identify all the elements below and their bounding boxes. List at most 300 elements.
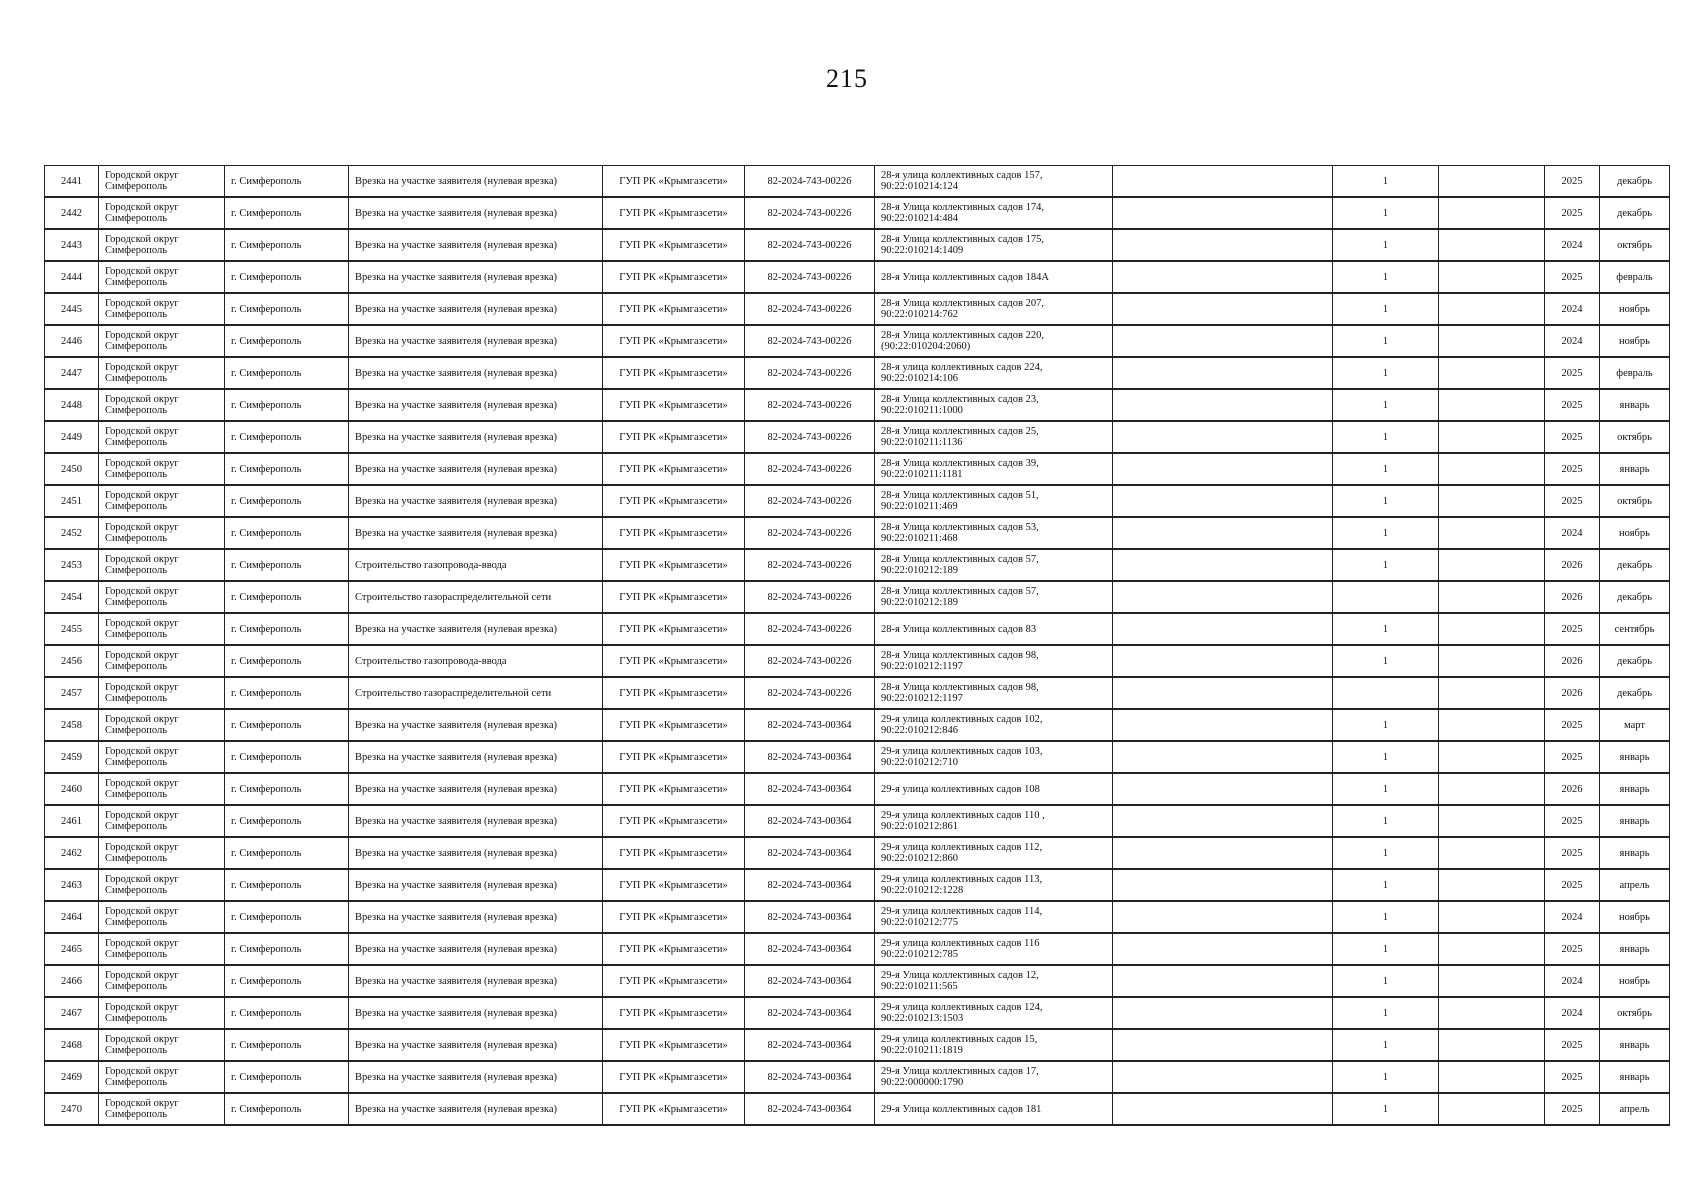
work-type-cell: Врезка на участке заявителя (нулевая врезка) [349, 357, 603, 389]
year-cell: 2025 [1545, 837, 1600, 869]
quantity-cell: 1 [1333, 805, 1439, 837]
month-cell: ноябрь [1600, 901, 1670, 933]
empty-cell [1113, 357, 1333, 389]
empty-cell [1439, 965, 1545, 997]
organization-cell: ГУП РК «Крымгазсети» [603, 997, 745, 1029]
work-type-cell: Врезка на участке заявителя (нулевая врезка) [349, 261, 603, 293]
row-number-cell: 2469 [45, 1061, 99, 1093]
organization-cell: ГУП РК «Крымгазсети» [603, 357, 745, 389]
organization-cell: ГУП РК «Крымгазсети» [603, 517, 745, 549]
year-cell: 2024 [1545, 229, 1600, 261]
project-number-cell: 82-2024-743-00226 [745, 229, 875, 261]
work-type-cell: Врезка на участке заявителя (нулевая врезка) [349, 965, 603, 997]
district-cell: Городской округ Симферополь [99, 933, 225, 965]
row-number-cell: 2465 [45, 933, 99, 965]
table-row [45, 901, 1670, 933]
address-cell: 29-я улица коллективных садов 103, 90:22:010212:710 [875, 741, 1113, 773]
project-number-cell: 82-2024-743-00364 [745, 741, 875, 773]
empty-cell [1113, 677, 1333, 709]
year-cell: 2026 [1545, 581, 1600, 613]
year-cell: 2025 [1545, 933, 1600, 965]
project-number-cell: 82-2024-743-00226 [745, 613, 875, 645]
table-row [45, 166, 1670, 198]
address-cell: 28-я Улица коллективных садов 53, 90:22:010211:468 [875, 517, 1113, 549]
table-row [45, 645, 1670, 677]
work-type-cell: Врезка на участке заявителя (нулевая врезка) [349, 325, 603, 357]
year-cell: 2026 [1545, 677, 1600, 709]
project-number-cell: 82-2024-743-00364 [745, 1093, 875, 1125]
empty-cell [1113, 485, 1333, 517]
organization-cell: ГУП РК «Крымгазсети» [603, 325, 745, 357]
empty-cell [1113, 1029, 1333, 1061]
year-cell: 2025 [1545, 709, 1600, 741]
empty-cell [1113, 1061, 1333, 1093]
row-number-cell: 2456 [45, 645, 99, 677]
year-cell: 2025 [1545, 1061, 1600, 1093]
organization-cell: ГУП РК «Крымгазсети» [603, 229, 745, 261]
project-number-cell: 82-2024-743-00226 [745, 645, 875, 677]
district-cell: Городской округ Симферополь [99, 166, 225, 198]
row-number-cell: 2455 [45, 613, 99, 645]
table-row [45, 581, 1670, 613]
quantity-cell: 1 [1333, 293, 1439, 325]
project-number-cell: 82-2024-743-00226 [745, 517, 875, 549]
year-cell: 2025 [1545, 421, 1600, 453]
year-cell: 2024 [1545, 293, 1600, 325]
city-cell: г. Симферополь [225, 965, 349, 997]
address-cell: 28-я Улица коллективных садов 98, 90:22:010212:1197 [875, 677, 1113, 709]
district-cell: Городской округ Симферополь [99, 325, 225, 357]
address-cell: 28-я Улица коллективных садов 220, (90:22:010204:2060) [875, 325, 1113, 357]
quantity-cell: 1 [1333, 709, 1439, 741]
year-cell: 2024 [1545, 965, 1600, 997]
empty-cell [1113, 389, 1333, 421]
quantity-cell: 1 [1333, 389, 1439, 421]
row-number-cell: 2459 [45, 741, 99, 773]
district-cell: Городской округ Симферополь [99, 613, 225, 645]
organization-cell: ГУП РК «Крымгазсети» [603, 549, 745, 581]
table-row [45, 549, 1670, 581]
month-cell: октябрь [1600, 229, 1670, 261]
quantity-cell: 1 [1333, 549, 1439, 581]
project-number-cell: 82-2024-743-00226 [745, 261, 875, 293]
empty-cell [1113, 421, 1333, 453]
table-row [45, 325, 1670, 357]
row-number-cell: 2446 [45, 325, 99, 357]
empty-cell [1439, 549, 1545, 581]
work-type-cell: Врезка на участке заявителя (нулевая врезка) [349, 805, 603, 837]
month-cell: декабрь [1600, 549, 1670, 581]
quantity-cell: 1 [1333, 485, 1439, 517]
row-number-cell: 2454 [45, 581, 99, 613]
organization-cell: ГУП РК «Крымгазсети» [603, 1029, 745, 1061]
work-type-cell: Врезка на участке заявителя (нулевая врезка) [349, 389, 603, 421]
month-cell: январь [1600, 389, 1670, 421]
work-type-cell: Врезка на участке заявителя (нулевая врезка) [349, 1061, 603, 1093]
year-cell: 2025 [1545, 613, 1600, 645]
row-number-cell: 2453 [45, 549, 99, 581]
address-cell: 29-я улица коллективных садов 113, 90:22:010212:1228 [875, 869, 1113, 901]
table-row [45, 1029, 1670, 1061]
project-number-cell: 82-2024-743-00226 [745, 485, 875, 517]
organization-cell: ГУП РК «Крымгазсети» [603, 421, 745, 453]
table-row [45, 869, 1670, 901]
district-cell: Городской округ Симферополь [99, 805, 225, 837]
empty-cell [1113, 325, 1333, 357]
address-cell: 29-я улица коллективных садов 124, 90:22:010213:1503 [875, 997, 1113, 1029]
quantity-cell: 1 [1333, 837, 1439, 869]
empty-cell [1439, 613, 1545, 645]
project-number-cell: 82-2024-743-00364 [745, 1029, 875, 1061]
address-cell: 28-я улица коллективных садов 224, 90:22:010214:106 [875, 357, 1113, 389]
city-cell: г. Симферополь [225, 485, 349, 517]
address-cell: 29-я улица коллективных садов 15, 90:22:010211:1819 [875, 1029, 1113, 1061]
month-cell: октябрь [1600, 421, 1670, 453]
organization-cell: ГУП РК «Крымгазсети» [603, 773, 745, 805]
city-cell: г. Симферополь [225, 453, 349, 485]
row-number-cell: 2461 [45, 805, 99, 837]
quantity-cell: 1 [1333, 261, 1439, 293]
district-cell: Городской округ Симферополь [99, 1029, 225, 1061]
row-number-cell: 2466 [45, 965, 99, 997]
project-number-cell: 82-2024-743-00226 [745, 677, 875, 709]
empty-cell [1439, 1061, 1545, 1093]
district-cell: Городской округ Симферополь [99, 1093, 225, 1125]
month-cell: январь [1600, 773, 1670, 805]
district-cell: Городской округ Симферополь [99, 261, 225, 293]
project-number-cell: 82-2024-743-00364 [745, 997, 875, 1029]
table-row [45, 229, 1670, 261]
address-cell: 28-я Улица коллективных садов 98, 90:22:010212:1197 [875, 645, 1113, 677]
year-cell: 2024 [1545, 517, 1600, 549]
empty-cell [1439, 166, 1545, 198]
row-number-cell: 2452 [45, 517, 99, 549]
month-cell: октябрь [1600, 485, 1670, 517]
empty-cell [1113, 1093, 1333, 1125]
month-cell: декабрь [1600, 197, 1670, 229]
registry-body [45, 166, 1670, 1126]
work-type-cell: Врезка на участке заявителя (нулевая врезка) [349, 741, 603, 773]
empty-cell [1439, 645, 1545, 677]
row-number-cell: 2463 [45, 869, 99, 901]
month-cell: ноябрь [1600, 293, 1670, 325]
address-cell: 28-я Улица коллективных садов 23, 90:22:010211:1000 [875, 389, 1113, 421]
empty-cell [1113, 709, 1333, 741]
empty-cell [1439, 1093, 1545, 1125]
organization-cell: ГУП РК «Крымгазсети» [603, 389, 745, 421]
empty-cell [1113, 933, 1333, 965]
work-type-cell: Врезка на участке заявителя (нулевая врезка) [349, 229, 603, 261]
month-cell: апрель [1600, 869, 1670, 901]
work-type-cell: Врезка на участке заявителя (нулевая врезка) [349, 997, 603, 1029]
empty-cell [1439, 709, 1545, 741]
district-cell: Городской округ Симферополь [99, 773, 225, 805]
table-row [45, 517, 1670, 549]
organization-cell: ГУП РК «Крымгазсети» [603, 613, 745, 645]
district-cell: Городской округ Симферополь [99, 581, 225, 613]
work-type-cell: Врезка на участке заявителя (нулевая врезка) [349, 933, 603, 965]
work-type-cell: Врезка на участке заявителя (нулевая врезка) [349, 1093, 603, 1125]
row-number-cell: 2442 [45, 197, 99, 229]
month-cell: январь [1600, 1029, 1670, 1061]
empty-cell [1439, 357, 1545, 389]
empty-cell [1439, 869, 1545, 901]
district-cell: Городской округ Симферополь [99, 229, 225, 261]
empty-cell [1439, 933, 1545, 965]
project-number-cell: 82-2024-743-00364 [745, 965, 875, 997]
row-number-cell: 2462 [45, 837, 99, 869]
address-cell: 29-я улица коллективных садов 102, 90:22:010212:846 [875, 709, 1113, 741]
empty-cell [1113, 581, 1333, 613]
month-cell: ноябрь [1600, 965, 1670, 997]
organization-cell: ГУП РК «Крымгазсети» [603, 677, 745, 709]
work-type-cell: Врезка на участке заявителя (нулевая врезка) [349, 166, 603, 198]
city-cell: г. Симферополь [225, 837, 349, 869]
city-cell: г. Симферополь [225, 645, 349, 677]
work-type-cell: Врезка на участке заявителя (нулевая врезка) [349, 709, 603, 741]
organization-cell: ГУП РК «Крымгазсети» [603, 453, 745, 485]
empty-cell [1113, 229, 1333, 261]
city-cell: г. Симферополь [225, 709, 349, 741]
work-type-cell: Строительство газораспределительной сети [349, 581, 603, 613]
project-number-cell: 82-2024-743-00226 [745, 166, 875, 198]
month-cell: сентябрь [1600, 613, 1670, 645]
month-cell: март [1600, 709, 1670, 741]
address-cell: 29-я улица коллективных садов 114, 90:22:010212:775 [875, 901, 1113, 933]
month-cell: январь [1600, 1061, 1670, 1093]
address-cell: 28-я улица коллективных садов 157, 90:22:010214:124 [875, 166, 1113, 198]
city-cell: г. Симферополь [225, 677, 349, 709]
city-cell: г. Симферополь [225, 389, 349, 421]
work-type-cell: Врезка на участке заявителя (нулевая врезка) [349, 837, 603, 869]
organization-cell: ГУП РК «Крымгазсети» [603, 261, 745, 293]
work-type-cell: Врезка на участке заявителя (нулевая врезка) [349, 421, 603, 453]
empty-cell [1439, 997, 1545, 1029]
quantity-cell: 1 [1333, 997, 1439, 1029]
row-number-cell: 2450 [45, 453, 99, 485]
empty-cell [1439, 805, 1545, 837]
year-cell: 2024 [1545, 325, 1600, 357]
quantity-cell: 1 [1333, 421, 1439, 453]
organization-cell: ГУП РК «Крымгазсети» [603, 293, 745, 325]
empty-cell [1113, 773, 1333, 805]
city-cell: г. Симферополь [225, 1093, 349, 1125]
quantity-cell: 1 [1333, 645, 1439, 677]
month-cell: апрель [1600, 1093, 1670, 1125]
address-cell: 29-я Улица коллективных садов 17, 90:22:000000:1790 [875, 1061, 1113, 1093]
address-cell: 29-я улица коллективных садов 116 90:22:010212:785 [875, 933, 1113, 965]
work-type-cell: Строительство газопровода-ввода [349, 549, 603, 581]
year-cell: 2026 [1545, 549, 1600, 581]
address-cell: 29-я Улица коллективных садов 12, 90:22:010211:565 [875, 965, 1113, 997]
empty-cell [1113, 261, 1333, 293]
empty-cell [1113, 645, 1333, 677]
district-cell: Городской округ Симферополь [99, 709, 225, 741]
month-cell: январь [1600, 933, 1670, 965]
year-cell: 2024 [1545, 901, 1600, 933]
address-cell: 28-я Улица коллективных садов 25, 90:22:010211:1136 [875, 421, 1113, 453]
empty-cell [1439, 773, 1545, 805]
organization-cell: ГУП РК «Крымгазсети» [603, 869, 745, 901]
empty-cell [1439, 229, 1545, 261]
district-cell: Городской округ Симферополь [99, 869, 225, 901]
organization-cell: ГУП РК «Крымгазсети» [603, 1093, 745, 1125]
project-number-cell: 82-2024-743-00364 [745, 773, 875, 805]
address-cell: 28-я Улица коллективных садов 57, 90:22:010212:189 [875, 549, 1113, 581]
work-type-cell: Врезка на участке заявителя (нулевая врезка) [349, 453, 603, 485]
quantity-cell [1333, 581, 1439, 613]
year-cell: 2025 [1545, 1029, 1600, 1061]
address-cell: 28-я Улица коллективных садов 175, 90:22:010214:1409 [875, 229, 1113, 261]
table-row [45, 453, 1670, 485]
table-row [45, 293, 1670, 325]
empty-cell [1113, 965, 1333, 997]
project-number-cell: 82-2024-743-00364 [745, 901, 875, 933]
project-number-cell: 82-2024-743-00226 [745, 325, 875, 357]
district-cell: Городской округ Симферополь [99, 645, 225, 677]
row-number-cell: 2468 [45, 1029, 99, 1061]
city-cell: г. Симферополь [225, 869, 349, 901]
row-number-cell: 2470 [45, 1093, 99, 1125]
month-cell: январь [1600, 741, 1670, 773]
address-cell: 28-я Улица коллективных садов 57, 90:22:010212:189 [875, 581, 1113, 613]
quantity-cell: 1 [1333, 453, 1439, 485]
address-cell: 29-я Улица коллективных садов 181 [875, 1093, 1113, 1125]
month-cell: февраль [1600, 357, 1670, 389]
table-row [45, 997, 1670, 1029]
quantity-cell: 1 [1333, 229, 1439, 261]
project-number-cell: 82-2024-743-00226 [745, 453, 875, 485]
quantity-cell: 1 [1333, 773, 1439, 805]
district-cell: Городской округ Симферополь [99, 421, 225, 453]
year-cell: 2026 [1545, 773, 1600, 805]
month-cell: ноябрь [1600, 517, 1670, 549]
empty-cell [1439, 453, 1545, 485]
empty-cell [1113, 613, 1333, 645]
empty-cell [1439, 389, 1545, 421]
row-number-cell: 2444 [45, 261, 99, 293]
year-cell: 2024 [1545, 997, 1600, 1029]
district-cell: Городской округ Симферополь [99, 965, 225, 997]
city-cell: г. Симферополь [225, 997, 349, 1029]
month-cell: декабрь [1600, 677, 1670, 709]
project-number-cell: 82-2024-743-00226 [745, 389, 875, 421]
city-cell: г. Симферополь [225, 933, 349, 965]
registry-table [44, 165, 1670, 1126]
work-type-cell: Врезка на участке заявителя (нулевая врезка) [349, 485, 603, 517]
work-type-cell: Врезка на участке заявителя (нулевая врезка) [349, 197, 603, 229]
organization-cell: ГУП РК «Крымгазсети» [603, 837, 745, 869]
project-number-cell: 82-2024-743-00226 [745, 549, 875, 581]
row-number-cell: 2458 [45, 709, 99, 741]
project-number-cell: 82-2024-743-00364 [745, 709, 875, 741]
empty-cell [1439, 421, 1545, 453]
project-number-cell: 82-2024-743-00226 [745, 421, 875, 453]
address-cell: 28-я Улица коллективных садов 39, 90:22:010211:1181 [875, 453, 1113, 485]
organization-cell: ГУП РК «Крымгазсети» [603, 933, 745, 965]
row-number-cell: 2443 [45, 229, 99, 261]
city-cell: г. Симферополь [225, 293, 349, 325]
table-row [45, 421, 1670, 453]
work-type-cell: Строительство газораспределительной сети [349, 677, 603, 709]
work-type-cell: Врезка на участке заявителя (нулевая врезка) [349, 901, 603, 933]
month-cell: январь [1600, 805, 1670, 837]
month-cell: декабрь [1600, 166, 1670, 198]
quantity-cell [1333, 677, 1439, 709]
row-number-cell: 2460 [45, 773, 99, 805]
empty-cell [1113, 837, 1333, 869]
district-cell: Городской округ Симферополь [99, 485, 225, 517]
empty-cell [1439, 293, 1545, 325]
city-cell: г. Симферополь [225, 197, 349, 229]
empty-cell [1439, 517, 1545, 549]
city-cell: г. Симферополь [225, 1061, 349, 1093]
year-cell: 2025 [1545, 453, 1600, 485]
work-type-cell: Врезка на участке заявителя (нулевая врезка) [349, 773, 603, 805]
project-number-cell: 82-2024-743-00364 [745, 869, 875, 901]
empty-cell [1439, 485, 1545, 517]
organization-cell: ГУП РК «Крымгазсети» [603, 645, 745, 677]
district-cell: Городской округ Симферополь [99, 357, 225, 389]
project-number-cell: 82-2024-743-00226 [745, 581, 875, 613]
city-cell: г. Симферополь [225, 325, 349, 357]
district-cell: Городской округ Симферополь [99, 901, 225, 933]
work-type-cell: Врезка на участке заявителя (нулевая врезка) [349, 293, 603, 325]
month-cell: ноябрь [1600, 325, 1670, 357]
city-cell: г. Симферополь [225, 805, 349, 837]
city-cell: г. Симферополь [225, 357, 349, 389]
year-cell: 2025 [1545, 485, 1600, 517]
quantity-cell: 1 [1333, 325, 1439, 357]
address-cell: 29-я улица коллективных садов 108 [875, 773, 1113, 805]
empty-cell [1113, 869, 1333, 901]
month-cell: январь [1600, 837, 1670, 869]
organization-cell: ГУП РК «Крымгазсети» [603, 901, 745, 933]
row-number-cell: 2451 [45, 485, 99, 517]
city-cell: г. Симферополь [225, 421, 349, 453]
organization-cell: ГУП РК «Крымгазсети» [603, 166, 745, 198]
work-type-cell: Врезка на участке заявителя (нулевая врезка) [349, 613, 603, 645]
table-row [45, 613, 1670, 645]
city-cell: г. Симферополь [225, 613, 349, 645]
year-cell: 2025 [1545, 357, 1600, 389]
empty-cell [1439, 261, 1545, 293]
empty-cell [1113, 901, 1333, 933]
address-cell: 28-я Улица коллективных садов 174, 90:22:010214:484 [875, 197, 1113, 229]
empty-cell [1439, 581, 1545, 613]
district-cell: Городской округ Симферополь [99, 741, 225, 773]
address-cell: 28-я Улица коллективных садов 184А [875, 261, 1113, 293]
address-cell: 29-я улица коллективных садов 110 , 90:22:010212:861 [875, 805, 1113, 837]
year-cell: 2025 [1545, 1093, 1600, 1125]
organization-cell: ГУП РК «Крымгазсети» [603, 581, 745, 613]
month-cell: декабрь [1600, 581, 1670, 613]
quantity-cell: 1 [1333, 933, 1439, 965]
empty-cell [1439, 677, 1545, 709]
table-row [45, 389, 1670, 421]
work-type-cell: Врезка на участке заявителя (нулевая врезка) [349, 1029, 603, 1061]
quantity-cell: 1 [1333, 357, 1439, 389]
row-number-cell: 2449 [45, 421, 99, 453]
quantity-cell: 1 [1333, 869, 1439, 901]
empty-cell [1113, 997, 1333, 1029]
project-number-cell: 82-2024-743-00364 [745, 933, 875, 965]
empty-cell [1439, 1029, 1545, 1061]
quantity-cell: 1 [1333, 901, 1439, 933]
district-cell: Городской округ Симферополь [99, 1061, 225, 1093]
district-cell: Городской округ Симферополь [99, 677, 225, 709]
quantity-cell: 1 [1333, 613, 1439, 645]
